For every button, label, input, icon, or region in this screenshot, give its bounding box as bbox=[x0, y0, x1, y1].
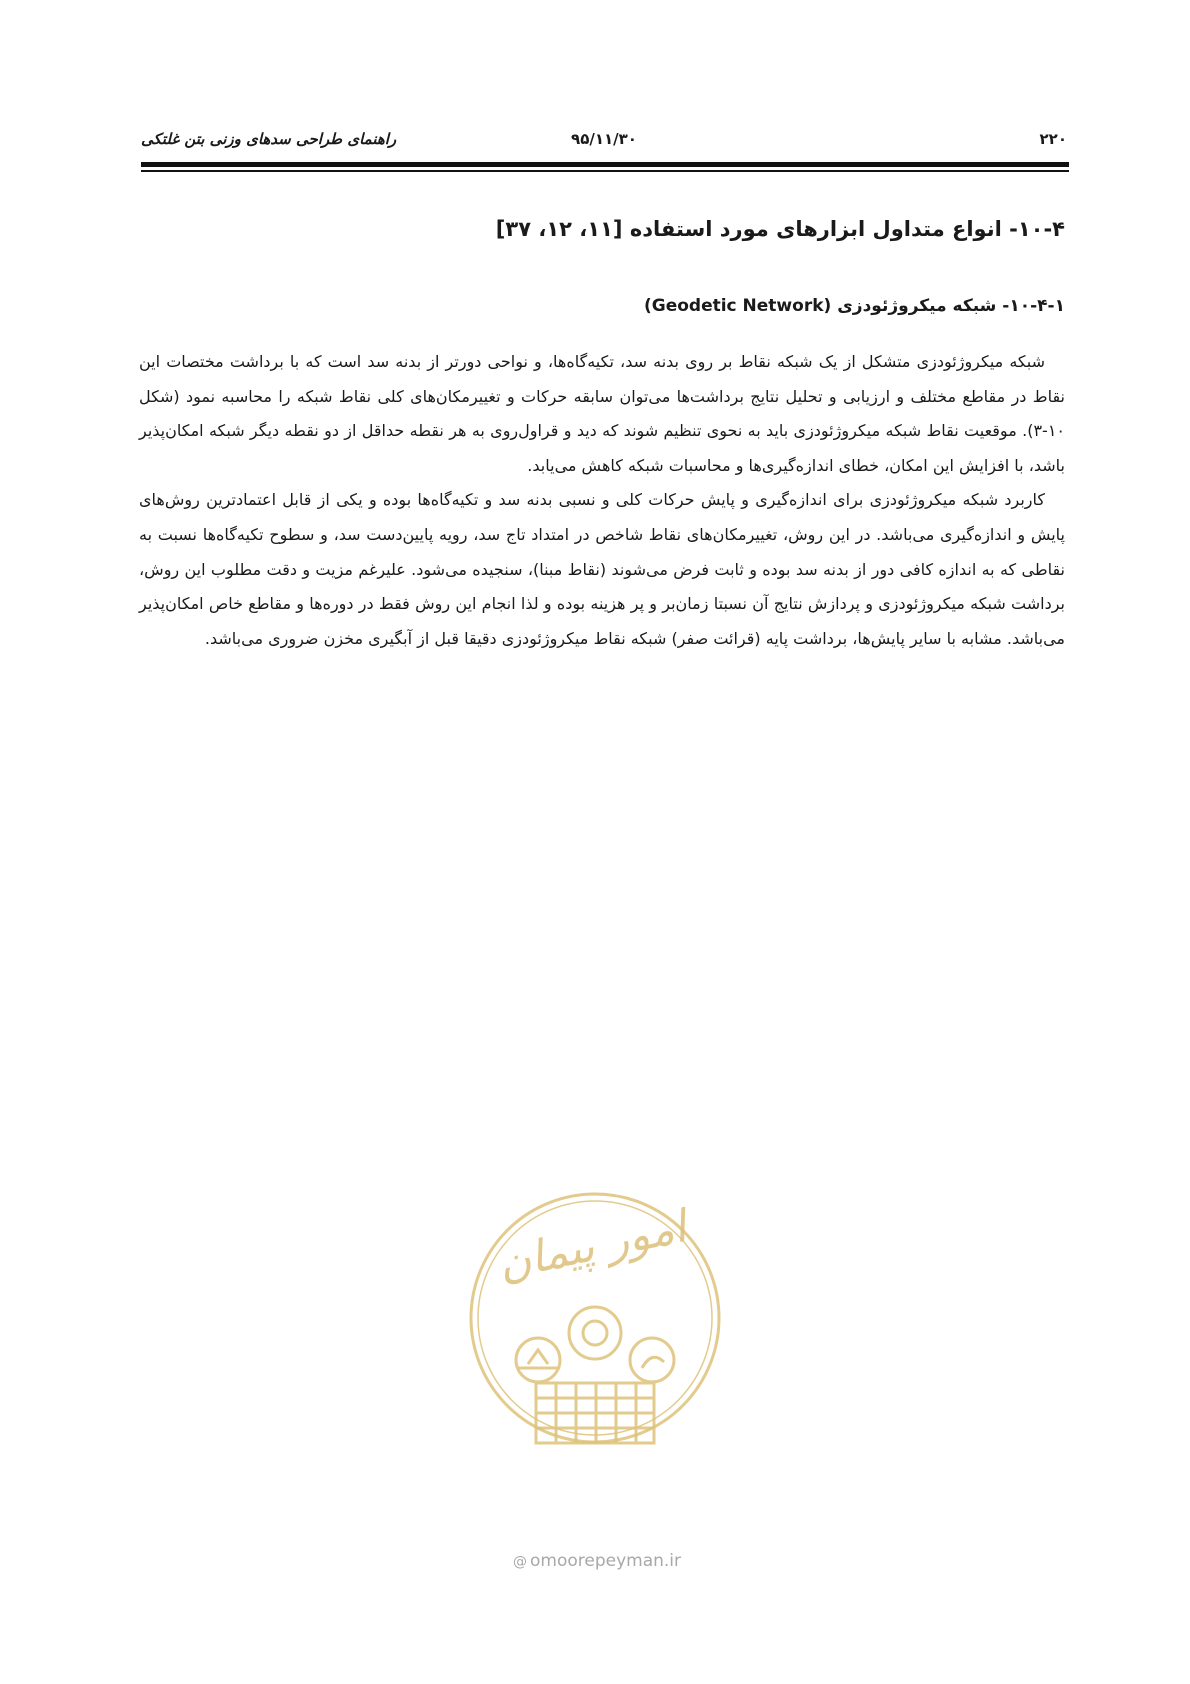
publisher-seal-logo bbox=[466, 1168, 724, 1468]
watermark-url: @ omoorepeyman.ir bbox=[512, 1551, 682, 1571]
paragraph: شبکه میکروژئودزی متشکل از یک شبکه نقاط بر روی بدنه سد، تکیه‌گاه‌ها، و نواحی دورتر از بدنه سد است که با برداشت مختصات این نقاط در مقاطع مختلف و ارزیابی و تحلیل نتایج برداشت‌ها می‌توان سابقه حرکات و تغییرمکان‌های کلی نقاط شبکه را محاسبه نمود (شکل ۱۰-۳). موقعیت نقاط شبکه میکروژئودزی باید به نحوی تنظیم شوند که دید و قراول‌روی به هر نقطه حداقل از دو نقطه دیگر شبکه امکان‌پذیر باشد، با افزایش این امکان، خطای اندازه‌گیری‌ها و محاسبات شبکه کاهش می‌یابد. bbox=[139, 352, 1065, 475]
subsection-title: ۱۰-۴-۱- شبکه میکروژئودزی (Geodetic Network) bbox=[643, 296, 1065, 316]
body-text bbox=[139, 345, 1065, 656]
header-rule-thin bbox=[141, 170, 1069, 172]
page-number: ۲۲۰ bbox=[1039, 130, 1067, 148]
page-header bbox=[141, 128, 1067, 154]
paragraph: کاربرد شبکه میکروژئودزی برای اندازه‌گیری و پایش حرکات کلی و نسبی بدنه سد و تکیه‌گاه‌ها بوده و یکی از قابل اعتمادترین روش‌های پایش و اندازه‌گیری می‌باشد. در این روش، تغییرمکان‌های نقاط شاخص در امتداد تاج سد، رویه پایین‌دست سد، و سطوح تکیه‌گاه‌ها نسبت به نقاطی که به اندازه کافی دور از بدنه سد بوده و ثابت فرض می‌شوند (نقاط مبنا)، سنجیده می‌شود. علیرغم مزیت و دقت مطلوب این روش، برداشت شبکه میکروژئودزی و پردازش نتایج آن نسبتا زمان‌بر و پر هزینه بوده و لذا انجام این روش فقط در دوره‌ها و مقاطع خاص امکان‌پذیر می‌باشد. مشابه با سایر پایش‌ها، برداشت پایه (قرائت صفر) شبکه نقاط میکروژئودزی دقیقا قبل از آبگیری مخزن ضروری می‌باشد. bbox=[139, 490, 1065, 648]
section-title: ۱۰-۴- انواع متداول ابزارهای مورد استفاده [۱۱، ۱۲، ۳۷] bbox=[495, 217, 1065, 241]
header-date: ۹۵/۱۱/۳۰ bbox=[571, 130, 637, 148]
book-title: راهنمای طراحی سدهای وزنی بتن غلتکی bbox=[141, 130, 397, 148]
svg-text:امور پیمان: امور پیمان bbox=[493, 1201, 691, 1291]
header-rule-thick bbox=[141, 162, 1069, 167]
at-icon: @ bbox=[512, 1554, 527, 1570]
